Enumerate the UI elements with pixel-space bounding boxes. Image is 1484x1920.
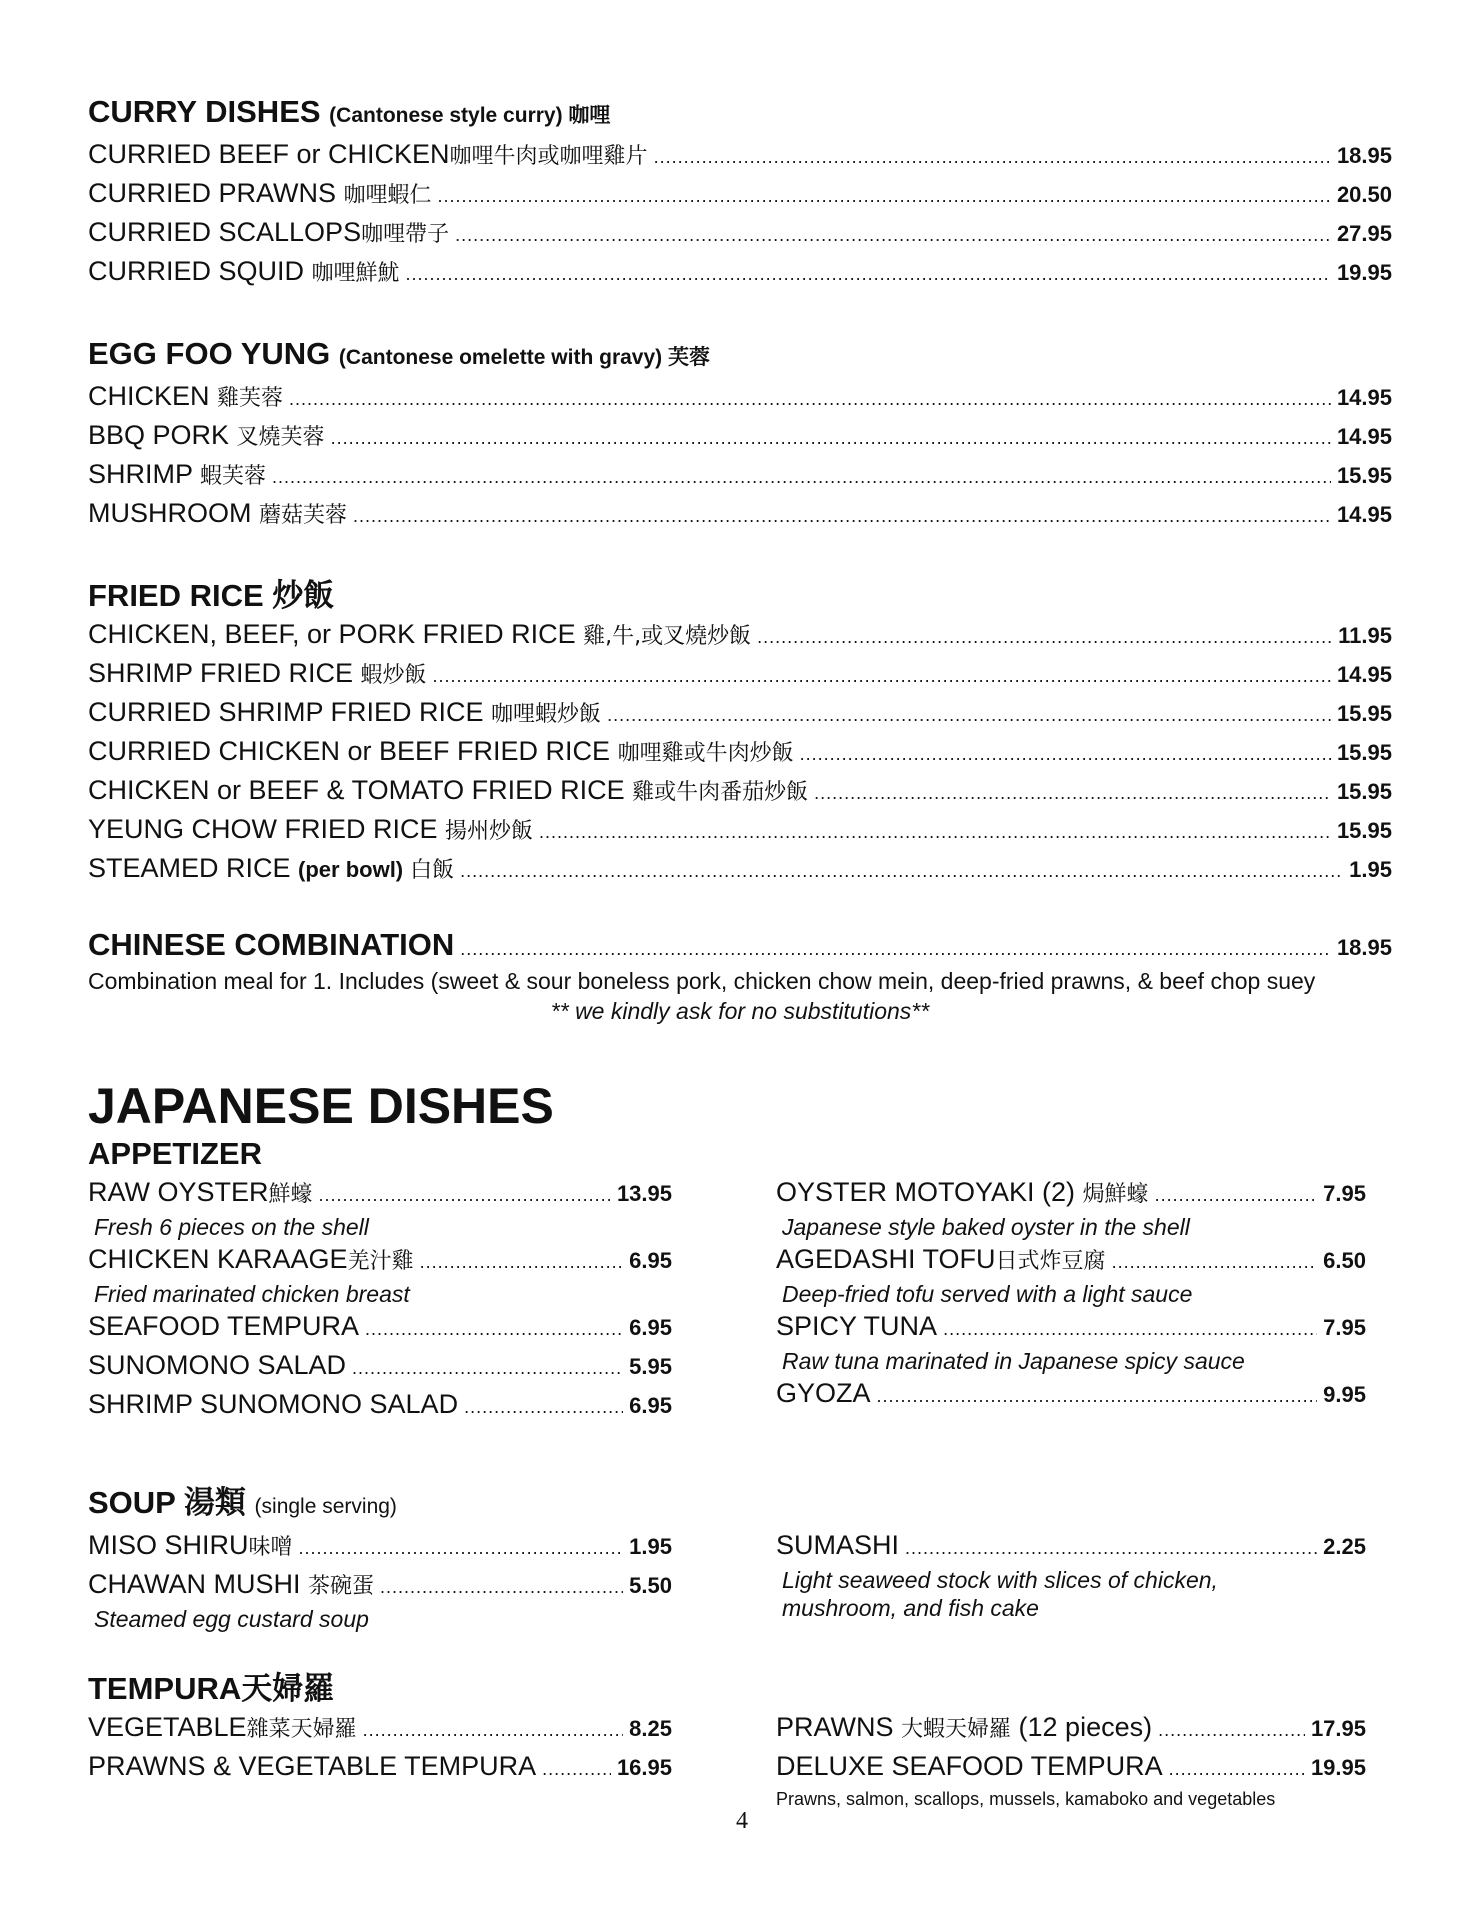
- deluxe-tempura-description: Prawns, salmon, scallops, mussels, kamaboko and vegetables: [776, 1789, 1276, 1809]
- menu-item: CHICKEN KARAAGE羌汁雞 ..... 6.95: [88, 1241, 672, 1280]
- price: 5.50: [629, 1573, 672, 1598]
- price: 14.95: [1336, 502, 1392, 527]
- soup-subtitle: (single serving): [254, 1495, 397, 1518]
- menu-item: CURRIED SHRIMP FRIED RICE 咖哩蝦炒飯 ..... 15.95: [88, 694, 1392, 733]
- price: 6.95: [629, 1393, 672, 1418]
- price: 14.95: [1336, 385, 1392, 410]
- price: 15.95: [1336, 701, 1392, 726]
- tempura-left: [88, 1709, 672, 1811]
- appetizer-right: [776, 1174, 1366, 1425]
- item-description: Fried marinated chicken breast: [94, 1281, 410, 1307]
- fried-rice-list: [88, 616, 1392, 889]
- appetizer-columns: [88, 1174, 1392, 1425]
- tempura-right: [776, 1709, 1366, 1811]
- soup-columns: [88, 1527, 1392, 1633]
- price: 15.95: [1336, 818, 1392, 843]
- price: 6.50: [1323, 1248, 1366, 1273]
- item-description: Light seaweed stock with slices of chicken, mushroom, and fish cake: [782, 1567, 1218, 1621]
- menu-item: CHICKEN, BEEF, or PORK FRIED RICE 雞,牛,或叉燒炒飯 ..... 11.95: [88, 616, 1392, 655]
- combination-description: Combination meal for 1. Includes (sweet & sour boneless pork, chicken chow mein, deep-fried prawns, & beef chop suey: [88, 968, 1316, 994]
- price: 13.95: [616, 1181, 672, 1206]
- tempura-title: TEMPURA天婦羅: [88, 1671, 335, 1706]
- price: 19.95: [1336, 260, 1392, 285]
- price: 27.95: [1336, 221, 1392, 246]
- price: 17.95: [1310, 1716, 1366, 1741]
- item-description: Fresh 6 pieces on the shell: [94, 1214, 369, 1240]
- price: 5.95: [629, 1354, 672, 1379]
- egg-foo-yung-list: [88, 378, 1392, 534]
- price: 14.95: [1336, 424, 1392, 449]
- menu-item: SPICY TUNA ..... 7.95: [776, 1308, 1366, 1347]
- menu-page: [88, 92, 1392, 1811]
- price: 6.95: [629, 1315, 672, 1340]
- menu-item: AGEDASHI TOFU日式炸豆腐 ..... 6.50: [776, 1241, 1366, 1280]
- soup-right: [776, 1527, 1366, 1633]
- menu-item: PRAWNS 大蝦天婦羅 (12 pieces) ..... 17.95: [776, 1709, 1366, 1748]
- page-number: 4: [736, 1808, 748, 1834]
- appetizer-title: APPETIZER: [88, 1136, 262, 1171]
- menu-item: CURRIED CHICKEN or BEEF FRIED RICE 咖哩雞或牛肉炒飯 ..... 15.95: [88, 733, 1392, 772]
- item-description: Steamed egg custard soup: [94, 1606, 369, 1632]
- price: 20.50: [1336, 182, 1392, 207]
- price: 1.95: [629, 1534, 672, 1559]
- menu-item-steamed-rice: STEAMED RICE (per bowl) 白飯 ..... 1.95: [88, 850, 1392, 889]
- price: 15.95: [1336, 779, 1392, 804]
- menu-item: CHAWAN MUSHI 茶碗蛋 ..... 5.50: [88, 1566, 672, 1605]
- tempura-columns: [88, 1709, 1392, 1811]
- section-title-fried-rice: FRIED RICE 炒飯: [88, 578, 335, 613]
- menu-item: CHICKEN or BEEF & TOMATO FRIED RICE 雞或牛肉番茄炒飯 ..... 15.95: [88, 772, 1392, 811]
- menu-item: PRAWNS & VEGETABLE TEMPURA ..... 16.95: [88, 1748, 672, 1787]
- price: 1.95: [1349, 857, 1392, 882]
- appetizer-left: [88, 1174, 672, 1425]
- section-title-curry: [88, 92, 1392, 136]
- menu-item: CURRIED SCALLOPS咖哩帶子 ..... 27.95: [88, 214, 1392, 253]
- menu-item: SUMASHI ..... 2.25: [776, 1527, 1366, 1566]
- menu-item: SHRIMP 蝦芙蓉 ..... 15.95: [88, 456, 1392, 495]
- price: 6.95: [629, 1248, 672, 1273]
- price: 11.95: [1338, 623, 1392, 648]
- combination-row: [88, 927, 1392, 967]
- menu-item: VEGETABLE雜菜天婦羅 ..... 8.25: [88, 1709, 672, 1748]
- price: 2.25: [1323, 1534, 1366, 1559]
- curry-title: CURRY DISHES: [88, 94, 321, 129]
- egg-foo-yung-title: EGG FOO YUNG: [88, 336, 331, 371]
- menu-item: GYOZA ..... 9.95: [776, 1375, 1366, 1414]
- substitution-note: ** we kindly ask for no substitutions**: [550, 998, 930, 1024]
- price: 19.95: [1310, 1755, 1366, 1780]
- price: 9.95: [1323, 1382, 1366, 1407]
- menu-item: MISO SHIRU味噌 ..... 1.95: [88, 1527, 672, 1566]
- menu-item: DELUXE SEAFOOD TEMPURA ..... 19.95: [776, 1748, 1366, 1787]
- item-description: Deep-fried tofu served with a light sauce: [782, 1281, 1193, 1307]
- soup-title: SOUP 湯類: [88, 1485, 246, 1520]
- price: 15.95: [1336, 463, 1392, 488]
- menu-item: RAW OYSTER鮮蠔 ..... 13.95: [88, 1174, 672, 1213]
- menu-item: CURRIED SQUID 咖哩鮮魷 ..... 19.95: [88, 253, 1392, 292]
- price: 8.25: [629, 1716, 672, 1741]
- section-title-egg-foo-yung: [88, 334, 1392, 378]
- price: 16.95: [616, 1755, 672, 1780]
- price: 7.95: [1323, 1181, 1366, 1206]
- menu-item: SHRIMP SUNOMONO SALAD ..... 6.95: [88, 1386, 672, 1425]
- price: 18.95: [1336, 143, 1392, 168]
- item-description: Japanese style baked oyster in the shell: [782, 1214, 1190, 1240]
- menu-item: SHRIMP FRIED RICE 蝦炒飯 ..... 14.95: [88, 655, 1392, 694]
- menu-item: MUSHROOM 蘑菇芙蓉 ..... 14.95: [88, 495, 1392, 534]
- price: 15.95: [1336, 740, 1392, 765]
- soup-title-row: [88, 1483, 1392, 1527]
- curry-subtitle: (Cantonese style curry) 咖哩: [329, 104, 611, 127]
- item-description: Raw tuna marinated in Japanese spicy sauce: [782, 1348, 1245, 1374]
- menu-item: OYSTER MOTOYAKI (2) 焗鮮蠔 ..... 7.95: [776, 1174, 1366, 1213]
- menu-item: CURRIED PRAWNS 咖哩蝦仁 ..... 20.50: [88, 175, 1392, 214]
- menu-item: CURRIED BEEF or CHICKEN咖哩牛肉或咖哩雞片 ..... 18.95: [88, 136, 1392, 175]
- menu-item: YEUNG CHOW FRIED RICE 揚州炒飯 ..... 15.95: [88, 811, 1392, 850]
- curry-list: [88, 136, 1392, 292]
- combination-title: CHINESE COMBINATION: [88, 927, 455, 962]
- menu-item: CHICKEN 雞芙蓉 ..... 14.95: [88, 378, 1392, 417]
- japanese-dishes-title: JAPANESE DISHES: [88, 1078, 554, 1134]
- price: 18.95: [1336, 935, 1392, 960]
- price: 14.95: [1336, 662, 1392, 687]
- menu-item: SEAFOOD TEMPURA ..... 6.95: [88, 1308, 672, 1347]
- menu-item: SUNOMONO SALAD ..... 5.95: [88, 1347, 672, 1386]
- price: 7.95: [1323, 1315, 1366, 1340]
- menu-item: BBQ PORK 叉燒芙蓉 ..... 14.95: [88, 417, 1392, 456]
- egg-foo-yung-subtitle: (Cantonese omelette with gravy) 芙蓉: [338, 346, 710, 369]
- soup-left: [88, 1527, 672, 1633]
